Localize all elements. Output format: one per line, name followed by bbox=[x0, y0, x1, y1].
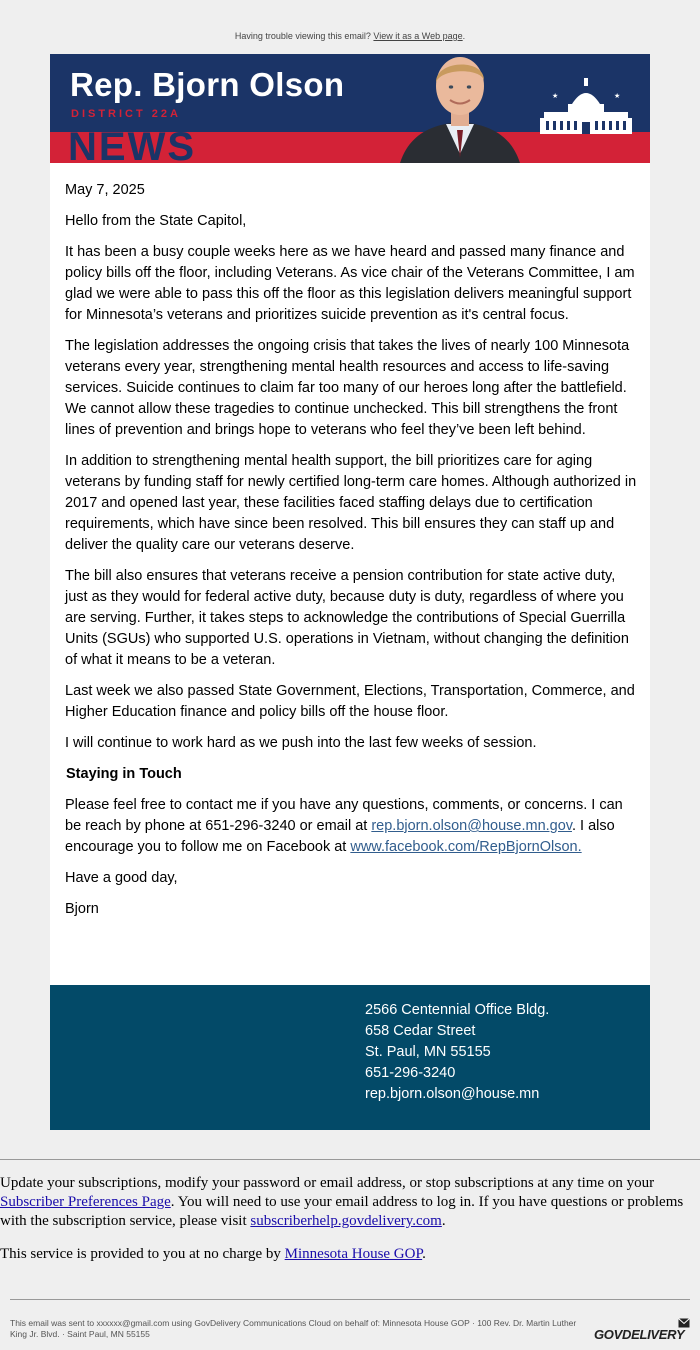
address-phone: 651-296-3240 bbox=[365, 1065, 456, 1081]
banner-district: DISTRICT 22A bbox=[71, 108, 181, 120]
letter-closing: Have a good day, bbox=[65, 870, 178, 886]
letter-paragraph-5: Last week we also passed State Government, Elections, Transportation, Commerce, and Higher Education finance and policy bills off the house floor. bbox=[65, 683, 635, 720]
web-view-notice bbox=[0, 31, 700, 41]
subscriber-preferences-link[interactable]: Subscriber Preferences Page bbox=[0, 1194, 171, 1210]
minnesota-house-gop-link[interactable]: Minnesota House GOP bbox=[284, 1246, 423, 1262]
divider bbox=[10, 1299, 690, 1300]
service-provider-paragraph bbox=[0, 1245, 700, 1264]
letter-paragraph-3: In addition to strengthening mental health support, the bill prioritizes care for aging veterans by funding staff for newly certified long-term care homes. Although authorized in 2017 and opened last year, these facilities faced staffing delays due to certification requirements, which have since been resolved. This bill ensures they can staff up and deliver the quality care our veterans deserve. bbox=[65, 453, 637, 553]
govdelivery-logo bbox=[594, 1318, 692, 1344]
letter-paragraph-1: It has been a busy couple weeks here as we have heard and passed many finance and policy bills off the floor, including Veterans. As vice chair of the Veterans Committee, I am glad we were able to pass this off the floor as this legislation delivers meaningful support for Minnesota’s veterans and prioritizes suicide prevention as it's central focus. bbox=[65, 244, 635, 323]
address-line-2: 658 Cedar Street bbox=[365, 1023, 476, 1039]
letter-date: May 7, 2025 bbox=[65, 182, 145, 198]
office-address bbox=[365, 1000, 549, 1105]
svg-text:★: ★ bbox=[552, 92, 559, 100]
web-view-notice-text: Having trouble viewing this email? bbox=[234, 31, 371, 41]
svg-text:★: ★ bbox=[614, 92, 621, 100]
subscription-text-2: . You will need to use your email address to log in. If you have questions or problems with the subscription service, please visit bbox=[0, 1194, 684, 1229]
address-line-1: 2566 Centennial Office Bldg. bbox=[365, 1002, 550, 1018]
subscription-paragraph bbox=[0, 1174, 700, 1231]
service-text-end: . bbox=[422, 1246, 426, 1262]
section-heading-staying-in-touch: Staying in Touch bbox=[66, 766, 182, 782]
divider bbox=[0, 1159, 700, 1160]
subscriber-help-link[interactable]: subscriberhelp.govdelivery.com bbox=[250, 1213, 442, 1229]
office-address-footer bbox=[50, 985, 650, 1130]
subscription-notice bbox=[0, 1174, 700, 1278]
banner-representative-name: Rep. Bjorn Olson bbox=[70, 66, 345, 103]
legal-footer-text: This email was sent to xxxxxx@gmail.com using GovDelivery Communications Cloud on behalf of: Minnesota House GOP · 100 Rev. Dr. Martin Luther King Jr. Blvd. · Saint Paul, MN 55155 bbox=[10, 1318, 577, 1339]
envelope-icon bbox=[678, 1318, 690, 1328]
newsletter-body bbox=[50, 163, 650, 985]
letter-paragraph-4: The bill also ensures that veterans receive a pension contribution for state active duty, just as they would for federal active duty, because duty is duty, regardless of where you are serving. Further, it takes steps to acknowledge the contributions of Special Guerrilla Units (SGUs) who supported U.S. operations in Vietnam, without changing the definition of what it means to be a veteran. bbox=[65, 568, 629, 668]
contact-text-a: Please feel free to contact me if you have any questions, comments, or concerns. I can be reach by phone at 651-296-3240 or email at bbox=[65, 797, 623, 834]
govdelivery-logo-text: GOVDELIVERY bbox=[594, 1327, 685, 1342]
newsletter-banner bbox=[50, 54, 650, 163]
representative-portrait-icon bbox=[380, 54, 540, 163]
capitol-building-icon bbox=[538, 78, 634, 136]
contact-email-link[interactable]: rep.bjorn.olson@house.mn.gov bbox=[371, 818, 572, 834]
web-view-notice-end: . bbox=[462, 31, 466, 41]
letter-contact-paragraph bbox=[65, 795, 637, 858]
address-email: rep.bjorn.olson@house.mn bbox=[365, 1086, 540, 1102]
subscription-text-1: Update your subscriptions, modify your password or email address, or stop subscriptions at any time on your bbox=[0, 1175, 655, 1191]
service-text: This service is provided to you at no charge by bbox=[0, 1246, 285, 1262]
address-line-3: St. Paul, MN 55155 bbox=[365, 1044, 491, 1060]
letter-signature: Bjorn bbox=[65, 901, 99, 917]
letter-paragraph-6: I will continue to work hard as we push into the last few weeks of session. bbox=[65, 735, 537, 751]
view-web-page-link[interactable]: View it as a Web page bbox=[373, 31, 463, 41]
letter-greeting: Hello from the State Capitol, bbox=[65, 213, 247, 229]
facebook-link[interactable]: www.facebook.com/RepBjornOlson. bbox=[350, 839, 582, 855]
banner-news-word: NEWS bbox=[68, 125, 196, 163]
contact-text-b: . I also encourage you to follow me on Facebook at bbox=[65, 818, 615, 855]
letter-paragraph-2: The legislation addresses the ongoing crisis that takes the lives of nearly 100 Minnesota veterans every year, strengthening mental health resources and access to life-saving services. Suicide continues to claim far too many of our heroes long after the battlefield. We cannot allow these tragedies to continue unchecked. This bill strengthens the front lines of prevention and brings hope to veterans who feel they’ve been left behind. bbox=[65, 338, 630, 438]
subscription-text-3: . bbox=[441, 1213, 446, 1229]
